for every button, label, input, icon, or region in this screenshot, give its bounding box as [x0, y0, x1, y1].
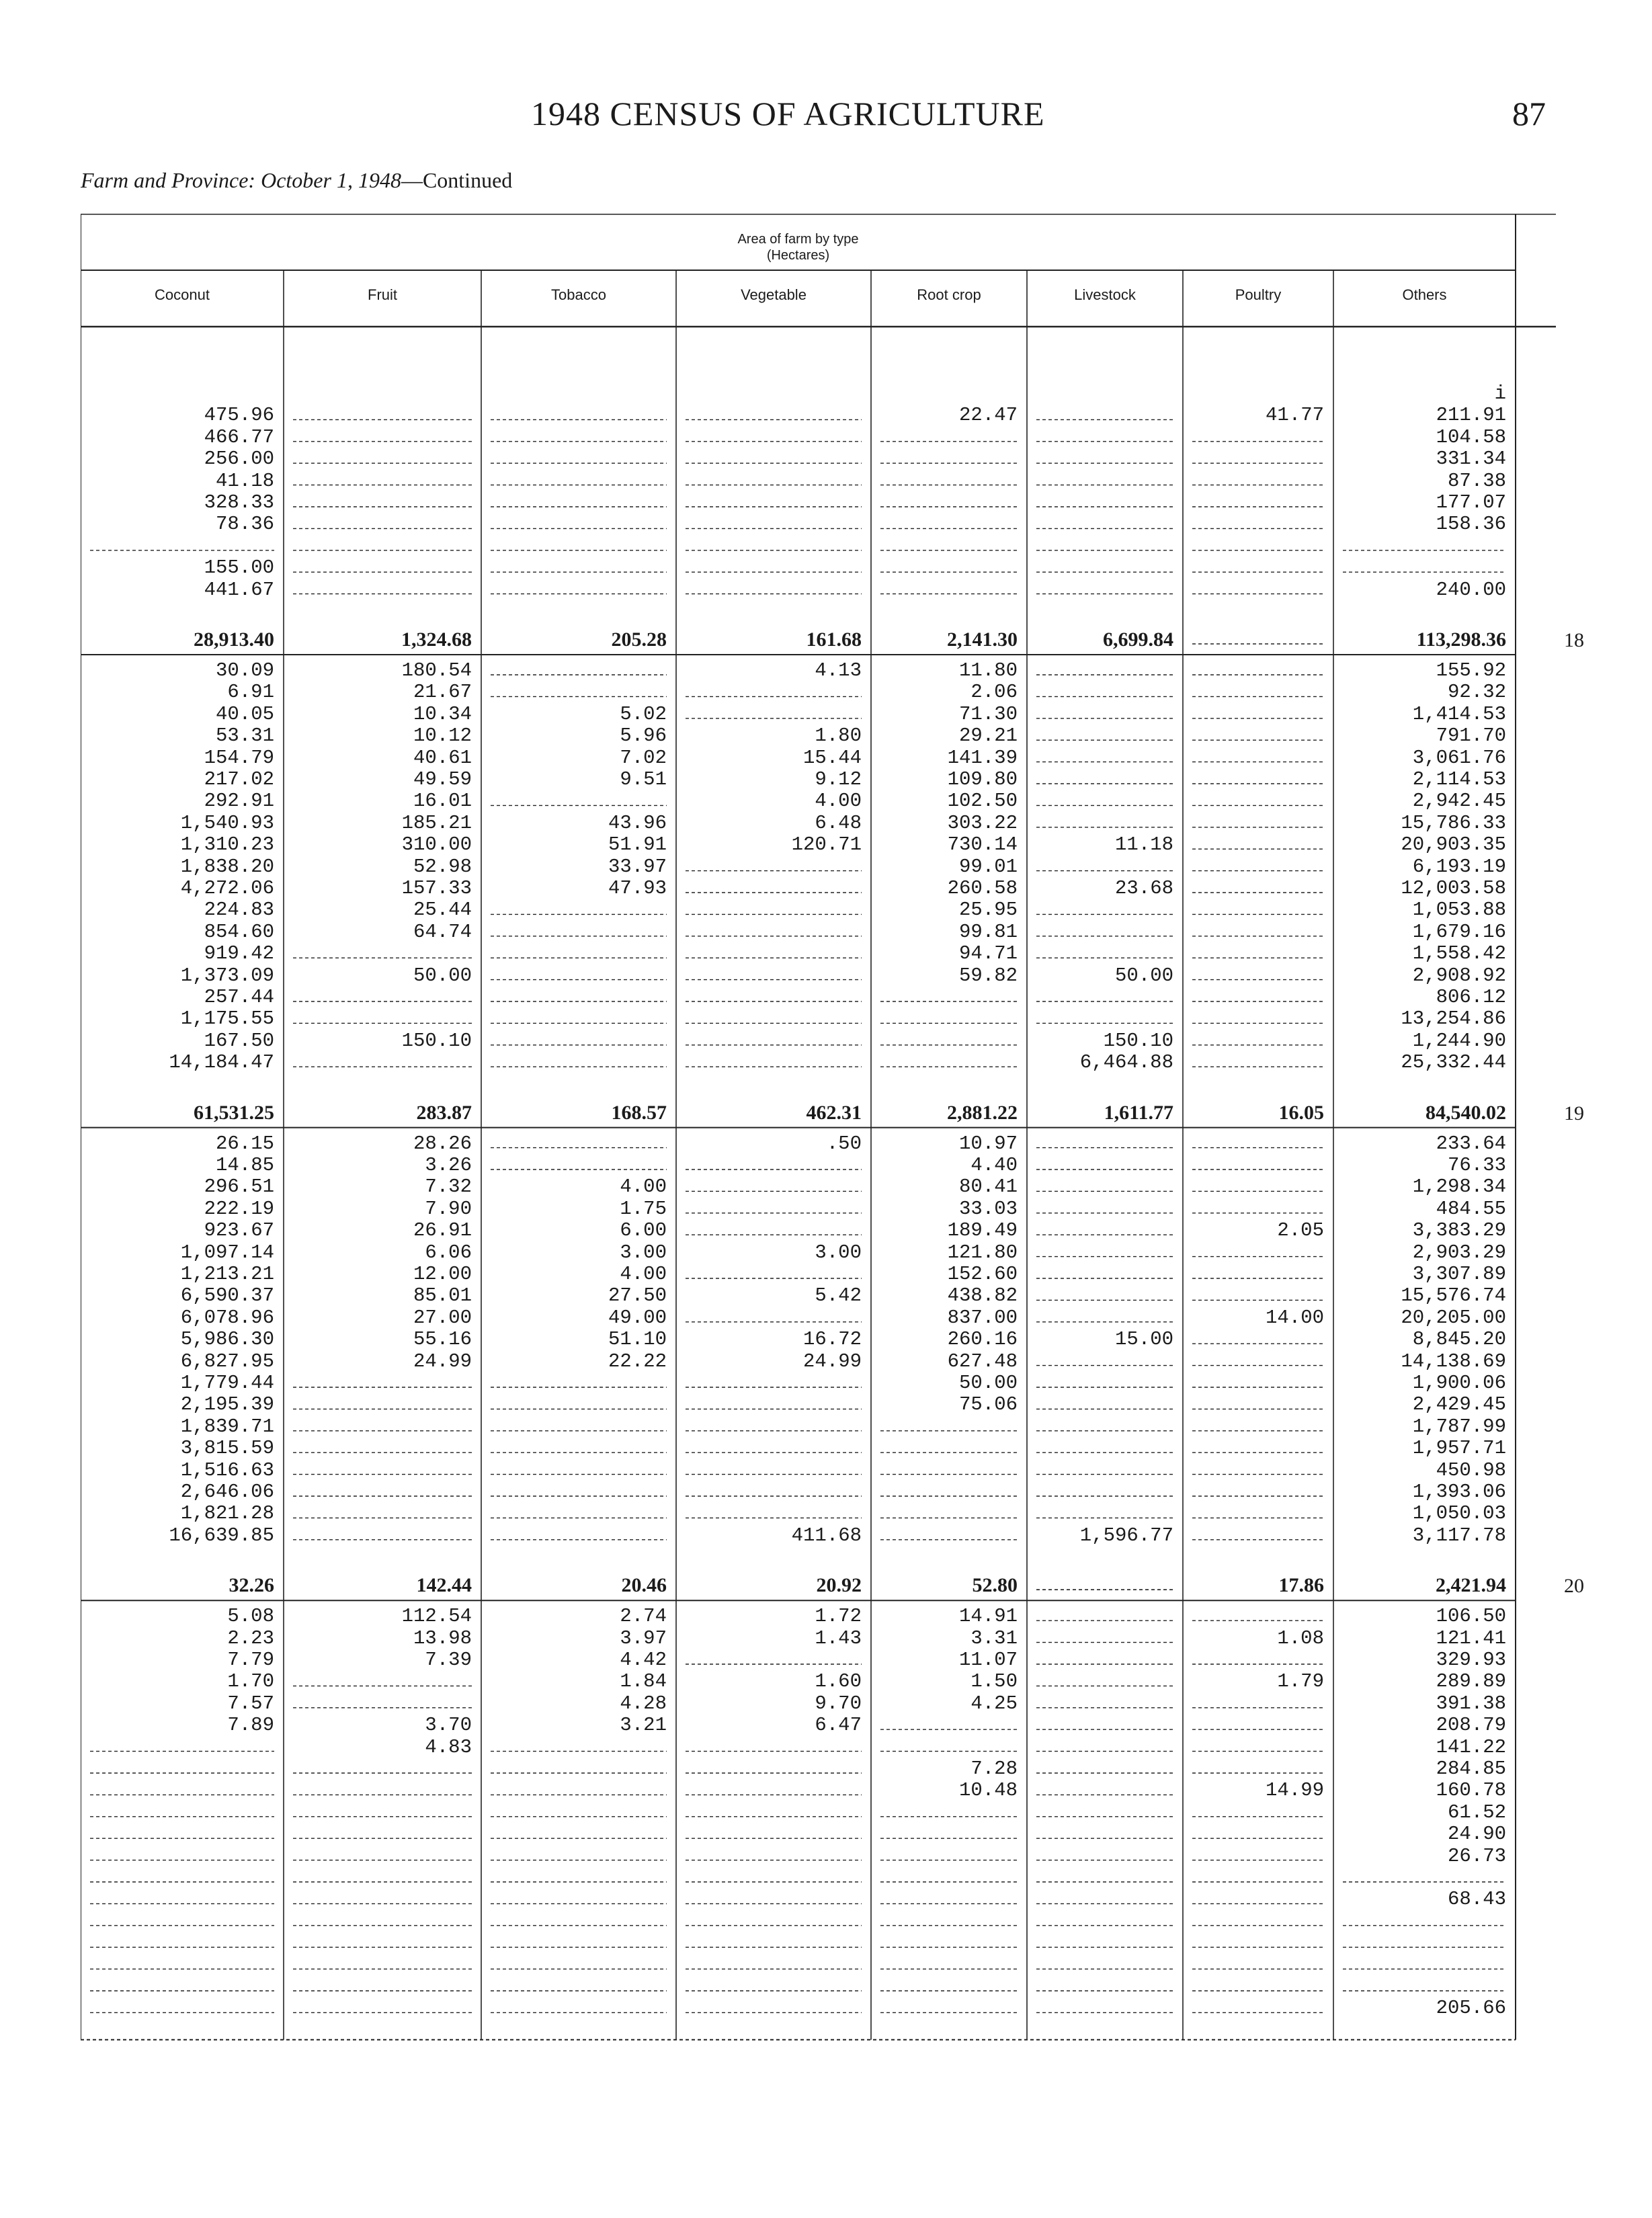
table-cell: 1,393.06: [1412, 1481, 1506, 1503]
table-cell: 11.80: [958, 659, 1018, 682]
column-header-poultry: Poultry: [1235, 286, 1282, 303]
table-cell: 59.82: [958, 964, 1018, 987]
table-cell: 3.00: [620, 1241, 667, 1264]
table-cell: 730.14: [947, 833, 1018, 856]
table-cell: 5.08: [227, 1605, 274, 1628]
total-cell: 168.57: [611, 1101, 667, 1124]
table-cell: 1.43: [815, 1627, 862, 1649]
table-cell: 16.01: [413, 790, 472, 813]
table-cell: 256.00: [204, 448, 274, 470]
table-cell: 24.99: [802, 1350, 862, 1372]
table-cell: 222.19: [204, 1197, 274, 1220]
table-cell: 51.10: [608, 1328, 667, 1351]
table-cell: 16.72: [802, 1328, 862, 1351]
table-cell: 1.79: [1277, 1670, 1324, 1693]
table-cell: 923.67: [204, 1219, 274, 1242]
table-cell: 2,908.92: [1412, 964, 1506, 987]
table-cell: 3,383.29: [1412, 1219, 1506, 1242]
total-cell: 462.31: [806, 1101, 862, 1124]
table-cell: 450.98: [1436, 1459, 1506, 1481]
table-cell: 52.98: [413, 855, 472, 878]
table-cell: 4.83: [425, 1735, 472, 1758]
table-cell: 6.47: [815, 1714, 862, 1737]
table-cell: 155.92: [1436, 659, 1506, 682]
table-cell: 1.08: [1277, 1627, 1324, 1649]
column-header-fruit: Fruit: [368, 286, 397, 303]
page-number: 87: [1512, 95, 1546, 132]
table-cell: 438.82: [947, 1284, 1018, 1307]
table-cell: 20,205.00: [1401, 1306, 1506, 1329]
table-cell: 6,193.19: [1412, 855, 1506, 878]
table-cell: 29.21: [958, 725, 1018, 747]
column-header-others: Others: [1402, 286, 1447, 303]
table-cell: 2.05: [1277, 1219, 1324, 1242]
table-cell: 102.50: [947, 790, 1018, 813]
table-cell: 25.44: [413, 899, 472, 921]
total-cell: 20.92: [816, 1574, 862, 1597]
table-cell: 121.41: [1436, 1627, 1506, 1649]
table-cell: 4.42: [620, 1649, 667, 1671]
table-cell: 2,903.29: [1412, 1241, 1506, 1264]
table-cell: 4.13: [815, 659, 862, 682]
table-cell: 1,596.77: [1079, 1524, 1173, 1547]
table-cell: 1,298.34: [1412, 1176, 1506, 1198]
table-cell: 1,838.20: [180, 855, 274, 878]
row-number: 20: [1564, 1575, 1584, 1598]
total-cell: 205.28: [611, 628, 667, 651]
table-cell: 3.26: [425, 1154, 472, 1176]
table-cell: 109.80: [947, 768, 1018, 790]
table-cell: 76.33: [1447, 1154, 1506, 1176]
table-cell: 7.89: [227, 1714, 274, 1737]
total-cell: 84,540.02: [1426, 1101, 1506, 1124]
table-cell: 25.95: [958, 899, 1018, 921]
table-cell: 1.50: [970, 1670, 1018, 1693]
table-cell: 331.34: [1436, 448, 1506, 470]
table-cell: 49.59: [413, 768, 472, 790]
table-cell: 14.99: [1265, 1779, 1324, 1802]
table-cell: 43.96: [608, 811, 667, 834]
spanner-unit: (Hectares): [766, 248, 830, 263]
table-cell: 141.39: [947, 746, 1018, 769]
table-cell: 7.32: [425, 1176, 472, 1198]
table-cell: 9.12: [815, 768, 862, 790]
table-cell: 4.28: [620, 1692, 667, 1715]
table-cell: 5,986.30: [180, 1328, 274, 1351]
table-cell: 6.91: [227, 681, 274, 704]
total-cell: 2,881.22: [947, 1101, 1018, 1124]
table-cell: 4.00: [620, 1176, 667, 1198]
row-number: 18: [1564, 629, 1584, 651]
table-cell: 94.71: [958, 942, 1018, 965]
column-header-tobacco: Tobacco: [551, 286, 606, 303]
total-cell: 32.26: [229, 1574, 274, 1597]
table-cell: 53.31: [215, 725, 274, 747]
table-cell: 391.38: [1436, 1692, 1506, 1715]
table-cell: 466.77: [204, 425, 274, 448]
table-cell: 99.81: [958, 920, 1018, 943]
table-cell: 1,821.28: [180, 1502, 274, 1525]
table-cell: 6.06: [425, 1241, 472, 1264]
total-cell: 1,324.68: [401, 628, 472, 651]
table-cell: 1,900.06: [1412, 1372, 1506, 1394]
table-cell: 14.85: [215, 1154, 274, 1176]
column-header-coconut: Coconut: [155, 286, 210, 303]
table-cell: 14.91: [958, 1605, 1018, 1628]
table-cell: 22.22: [608, 1350, 667, 1372]
column-header-livestock: Livestock: [1074, 286, 1136, 303]
table-cell: 7.79: [227, 1649, 274, 1671]
total-cell: 16.05: [1278, 1101, 1324, 1124]
total-cell: 28,913.40: [194, 628, 274, 651]
table-cell: 7.28: [970, 1758, 1018, 1780]
table-cell: 211.91: [1436, 404, 1506, 427]
table-cell: 6.00: [620, 1219, 667, 1242]
table-cell: 23.68: [1114, 877, 1173, 899]
table-cell: .50: [826, 1132, 862, 1155]
total-cell: 20.46: [621, 1574, 667, 1597]
table-cell: 20,903.35: [1401, 833, 1506, 856]
table-cell: 233.64: [1436, 1132, 1506, 1155]
table-cell: 8,845.20: [1412, 1328, 1506, 1351]
column-header-root-crop: Root crop: [917, 286, 981, 303]
table-cell: 33.03: [958, 1197, 1018, 1220]
table-cell: 3.31: [970, 1627, 1018, 1649]
table-cell: 21.67: [413, 681, 472, 704]
table-cell: 26.91: [413, 1219, 472, 1242]
table-cell: 155.00: [204, 557, 274, 579]
table-cell: 157.33: [401, 877, 472, 899]
table-cell: 50.00: [958, 1372, 1018, 1394]
table-cell: 3,117.78: [1412, 1524, 1506, 1547]
table-cell: 806.12: [1436, 986, 1506, 1008]
table-cell: 205.66: [1436, 1997, 1506, 2020]
table-cell: 1,373.09: [180, 964, 274, 987]
table-cell: 9.70: [815, 1692, 862, 1715]
table-cell: 3.97: [620, 1627, 667, 1649]
table-cell: 40.05: [215, 702, 274, 725]
table-cell: 9.51: [620, 768, 667, 790]
table-cell: 158.36: [1436, 513, 1506, 536]
table-cell: 1.70: [227, 1670, 274, 1693]
table-cell: 14,138.69: [1401, 1350, 1506, 1372]
table-cell: 120.71: [791, 833, 862, 856]
table-cell: 919.42: [204, 942, 274, 965]
table-cell: 12,003.58: [1401, 877, 1506, 899]
table-cell: 152.60: [947, 1263, 1018, 1285]
table-cell: 99.01: [958, 855, 1018, 878]
table-cell: 1,310.23: [180, 833, 274, 856]
table-cell: 160.78: [1436, 1779, 1506, 1802]
total-cell: 2,141.30: [947, 628, 1018, 651]
table-cell: 292.91: [204, 790, 274, 813]
table-cell: 310.00: [401, 833, 472, 856]
table-cell: 441.67: [204, 578, 274, 601]
table-cell: 2,195.39: [180, 1393, 274, 1416]
table-cell: 257.44: [204, 986, 274, 1008]
table-cell: 14,184.47: [169, 1051, 274, 1074]
table-cell: 15,576.74: [1401, 1284, 1506, 1307]
table-cell: 150.10: [1103, 1029, 1173, 1052]
table-cell: 329.93: [1436, 1649, 1506, 1671]
table-cell: 3.00: [815, 1241, 862, 1264]
table-cell: 296.51: [204, 1176, 274, 1198]
table-cell: 1,244.90: [1412, 1029, 1506, 1052]
table-cell: 3,307.89: [1412, 1263, 1506, 1285]
row-number: 19: [1564, 1102, 1584, 1124]
table-cell: 2.74: [620, 1605, 667, 1628]
table-cell: 4.00: [815, 790, 862, 813]
table-cell: 106.50: [1436, 1605, 1506, 1628]
table-cell: 85.01: [413, 1284, 472, 1307]
total-cell: 1,611.77: [1104, 1101, 1173, 1124]
table-cell: 11.07: [958, 1649, 1018, 1671]
table-cell: 1,839.71: [180, 1415, 274, 1438]
caption-italic: Farm and Province: October 1, 1948: [81, 168, 401, 192]
table-cell: 15.44: [802, 746, 862, 769]
table-cell: 41.77: [1265, 404, 1324, 427]
total-cell: 61,531.25: [194, 1101, 274, 1124]
table-cell: 7.02: [620, 746, 667, 769]
table-cell: 2,114.53: [1412, 768, 1506, 790]
table-cell: 1,679.16: [1412, 920, 1506, 943]
table-cell: 5.02: [620, 702, 667, 725]
table-cell: 1,779.44: [180, 1372, 274, 1394]
table-cell: 3,061.76: [1412, 746, 1506, 769]
total-cell: 2,421.94: [1436, 1574, 1506, 1597]
table-cell: 167.50: [204, 1029, 274, 1052]
table-cell: 15,786.33: [1401, 811, 1506, 834]
total-cell: 283.87: [416, 1101, 472, 1124]
table-cell: 50.00: [1114, 964, 1173, 987]
table-cell: 4.40: [970, 1154, 1018, 1176]
table-cell: 1,053.88: [1412, 899, 1506, 921]
table-cell: 10.12: [413, 725, 472, 747]
spanner-title: Area of farm by type: [737, 232, 859, 247]
total-cell: 52.80: [972, 1574, 1018, 1597]
table-cell: 189.49: [947, 1219, 1018, 1242]
table-cell: 24.90: [1447, 1823, 1506, 1846]
table-cell: 1,175.55: [180, 1008, 274, 1030]
table-cell: 411.68: [791, 1524, 862, 1547]
column-header-vegetable: Vegetable: [741, 286, 807, 303]
table-cell: 51.91: [608, 833, 667, 856]
table-cell: 260.58: [947, 877, 1018, 899]
table-cell: 47.93: [608, 877, 667, 899]
table-cell: 484.55: [1436, 1197, 1506, 1220]
table-cell: 7.90: [425, 1197, 472, 1220]
table-cell: 71.30: [958, 702, 1018, 725]
table-cell: 33.97: [608, 855, 667, 878]
table-cell: 1.84: [620, 1670, 667, 1693]
table-cell: 2.06: [970, 681, 1018, 704]
table-cell: 141.22: [1436, 1735, 1506, 1758]
table-cell: 1,540.93: [180, 811, 274, 834]
table-cell: 104.58: [1436, 425, 1506, 448]
table-cell: 1,957.71: [1412, 1437, 1506, 1460]
table-cell: 180.54: [401, 659, 472, 682]
table-cell: 328.33: [204, 491, 274, 514]
table-cell: 41.18: [215, 469, 274, 492]
table-cell: 112.54: [401, 1605, 472, 1628]
table-cell: 7.57: [227, 1692, 274, 1715]
page-title: 1948 CENSUS OF AGRICULTURE: [531, 95, 1045, 132]
table-cell: 6,078.96: [180, 1306, 274, 1329]
table-cell: 27.00: [413, 1306, 472, 1329]
table-cell: 4.25: [970, 1692, 1018, 1715]
spanner-heading: [81, 231, 1516, 263]
table-cell: 1,558.42: [1412, 942, 1506, 965]
table-cell: 1,787.99: [1412, 1415, 1506, 1438]
table-cell: 1,516.63: [180, 1459, 274, 1481]
table-cell: 50.00: [413, 964, 472, 987]
total-cell: 6,699.84: [1103, 628, 1173, 651]
table-cell: 791.70: [1436, 725, 1506, 747]
table-cell: 11.18: [1114, 833, 1173, 856]
table-cell: 217.02: [204, 768, 274, 790]
table-cell: 22.47: [958, 404, 1018, 427]
table-cell: 14.00: [1265, 1306, 1324, 1329]
table-cell: 4.00: [620, 1263, 667, 1285]
table-cell: 3.21: [620, 1714, 667, 1737]
table-cell: 7.39: [425, 1649, 472, 1671]
table-cell: 12.00: [413, 1263, 472, 1285]
table-cell: 177.07: [1436, 491, 1506, 514]
total-cell: 142.44: [416, 1574, 472, 1597]
table-cell: 1.72: [815, 1605, 862, 1628]
table-cell: 78.36: [215, 513, 274, 536]
table-cell: 1,213.21: [180, 1263, 274, 1285]
table-cell: 2,429.45: [1412, 1393, 1506, 1416]
table-cell: 10.97: [958, 1132, 1018, 1155]
total-cell: 161.68: [806, 628, 862, 651]
table-cell: 150.10: [401, 1029, 472, 1052]
table-cell: 303.22: [947, 811, 1018, 834]
table-cell: 1.60: [815, 1670, 862, 1693]
table-cell: 1.80: [815, 725, 862, 747]
table-cell: 627.48: [947, 1350, 1018, 1372]
table-cell: 27.50: [608, 1284, 667, 1307]
table-cell: 224.83: [204, 899, 274, 921]
table-cell: 26.15: [215, 1132, 274, 1155]
table-cell: 30.09: [215, 659, 274, 682]
table-cell: 6,827.95: [180, 1350, 274, 1372]
table-cell: 55.16: [413, 1328, 472, 1351]
table-cell: 80.41: [958, 1176, 1018, 1198]
running-head: [0, 94, 1652, 148]
table-cell: 1.75: [620, 1197, 667, 1220]
table-cell: 284.85: [1436, 1758, 1506, 1780]
table-cell: 121.80: [947, 1241, 1018, 1264]
table-cell: 15.00: [1114, 1328, 1173, 1351]
table-cell: i: [1494, 382, 1506, 405]
table-cell: 49.00: [608, 1306, 667, 1329]
caption-continued: —Continued: [401, 168, 513, 192]
table-cell: 68.43: [1447, 1888, 1506, 1911]
table-cell: 25,332.44: [1401, 1051, 1506, 1074]
table-cell: 13.98: [413, 1627, 472, 1649]
table-cell: 3.70: [425, 1714, 472, 1737]
table-caption: [81, 168, 512, 193]
table-cell: 1,097.14: [180, 1241, 274, 1264]
table-cell: 185.21: [401, 811, 472, 834]
table-cell: 24.99: [413, 1350, 472, 1372]
table-cell: 3,815.59: [180, 1437, 274, 1460]
total-cell: 113,298.36: [1416, 628, 1506, 651]
table-cell: 1,050.03: [1412, 1502, 1506, 1525]
table-cell: 2.23: [227, 1627, 274, 1649]
total-cell: 17.86: [1278, 1574, 1324, 1597]
table-cell: 208.79: [1436, 1714, 1506, 1737]
table-cell: 10.34: [413, 702, 472, 725]
table-cell: 75.06: [958, 1393, 1018, 1416]
table-cell: 87.38: [1447, 469, 1506, 492]
table-cell: 289.89: [1436, 1670, 1506, 1693]
table-cell: 5.42: [815, 1284, 862, 1307]
table-cell: 260.16: [947, 1328, 1018, 1351]
table-cell: 4,272.06: [180, 877, 274, 899]
table-cell: 16,639.85: [169, 1524, 274, 1547]
table-cell: 61.52: [1447, 1801, 1506, 1823]
table-cell: 2,942.45: [1412, 790, 1506, 813]
table-cell: 154.79: [204, 746, 274, 769]
table-cell: 13,254.86: [1401, 1008, 1506, 1030]
table-cell: 6,590.37: [180, 1284, 274, 1307]
table-cell: 1,414.53: [1412, 702, 1506, 725]
table-cell: 10.48: [958, 1779, 1018, 1802]
table-cell: 64.74: [413, 920, 472, 943]
table-cell: 40.61: [413, 746, 472, 769]
census-table: [81, 214, 1584, 2096]
table-cell: 837.00: [947, 1306, 1018, 1329]
table-cell: 240.00: [1436, 578, 1506, 601]
table-cell: 2,646.06: [180, 1481, 274, 1503]
table-cell: 92.32: [1447, 681, 1506, 704]
table-cell: 5.96: [620, 725, 667, 747]
table-cell: 475.96: [204, 404, 274, 427]
table-cell: 6.48: [815, 811, 862, 834]
table-cell: 6,464.88: [1079, 1051, 1173, 1074]
table-cell: 854.60: [204, 920, 274, 943]
table-cell: 28.26: [413, 1132, 472, 1155]
table-cell: 26.73: [1447, 1844, 1506, 1867]
